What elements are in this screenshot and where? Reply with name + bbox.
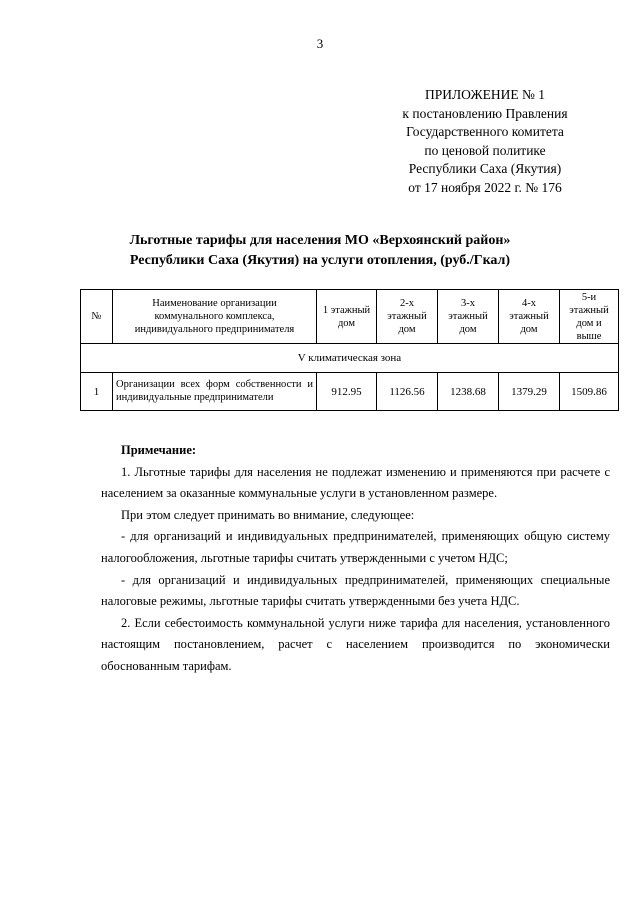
- header-2-floor: 2-х этажный дом: [377, 290, 438, 344]
- appendix-line: по ценовой политике: [424, 142, 546, 158]
- appendix-line: ПРИЛОЖЕНИЕ № 1: [424, 87, 546, 102]
- note-paragraph-3: - для организаций и индивидуальных предпринимателей, применяющих общую систему налогообложения, льготные тарифы считать утвержденными с учетом НДС;: [101, 529, 610, 565]
- appendix-line: к постановлению Правления: [402, 105, 568, 121]
- header-5-floor-plus: 5-и этажный дом и выше: [560, 290, 619, 344]
- appendix-line: Государственного комитета: [406, 124, 564, 139]
- title-line-1: Льготные тарифы для населения МО «Верхоянский район»: [129, 233, 511, 248]
- cell-organization: Организации всех форм собственности и индивидуальные предприниматели: [113, 373, 317, 411]
- header-4-floor: 4-х этажный дом: [499, 290, 560, 344]
- appendix-line: Республики Саха (Якутия): [408, 161, 562, 176]
- header-1-floor: 1 этажный дом: [317, 290, 377, 344]
- header-3-floor: 3-х этажный дом: [438, 290, 499, 344]
- tariffs-table: [80, 289, 619, 411]
- notes-section: [101, 440, 610, 678]
- header-organization: Наименование организации коммунального комплекса, индивидуального предпринимателя: [113, 290, 317, 344]
- cell-5-floor-plus: 1509.86: [560, 373, 619, 411]
- header-number: №: [81, 290, 113, 344]
- table-header-row: [81, 290, 619, 344]
- cell-2-floor: 1126.56: [377, 373, 438, 411]
- page-number: 3: [316, 36, 324, 51]
- table-row: [81, 373, 619, 411]
- note-paragraph-1: 1. Льготные тарифы для населения не подлежат изменению и применяются при расчете с населением за оказанные коммунальные услуги в установленном размере.: [101, 464, 610, 501]
- note-paragraph-5: 2. Если себестоимость коммунальной услуги ниже тарифа для населения, установленного настоящим постановлением, расчет с населением производится по экономически обоснованным тарифам.: [101, 615, 610, 673]
- note-paragraph-4: - для организаций и индивидуальных предпринимателей, применяющих специальные налоговые режимы, льготные тарифы считать утвержденными без учета НДС.: [101, 572, 610, 609]
- notes-heading: Примечание:: [121, 443, 197, 457]
- document-title: [60, 231, 580, 271]
- appendix-line: от 17 ноября 2022 г. № 176: [408, 179, 562, 195]
- cell-4-floor: 1379.29: [499, 373, 560, 411]
- climate-zone: V климатическая зона: [81, 344, 619, 373]
- note-paragraph-2: При этом следует принимать во внимание, следующее:: [121, 507, 415, 522]
- title-line-2: Республики Саха (Якутия) на услуги отопления, (руб./Гкал): [129, 253, 511, 268]
- cell-number: 1: [81, 373, 113, 411]
- zone-row: [81, 344, 619, 373]
- cell-1-floor: 912.95: [317, 373, 377, 411]
- appendix-header: [380, 86, 590, 197]
- cell-3-floor: 1238.68: [438, 373, 499, 411]
